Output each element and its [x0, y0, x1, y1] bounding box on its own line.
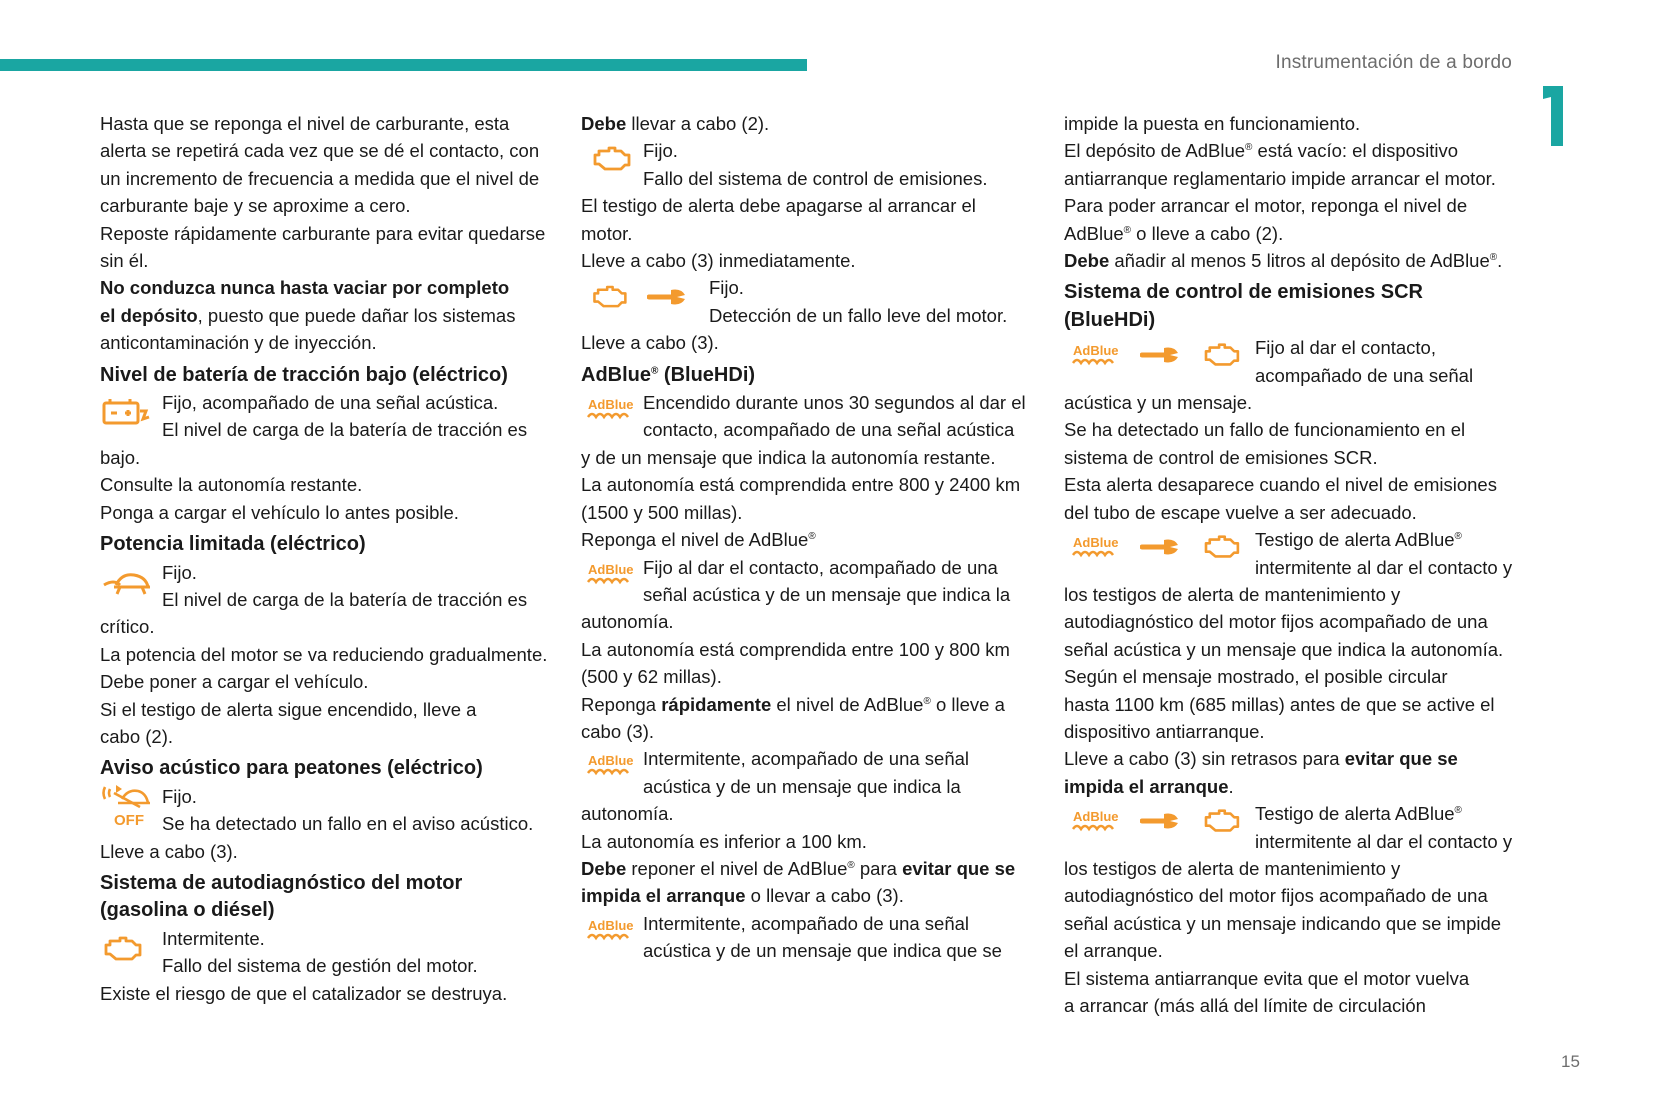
adblue-icon	[585, 916, 635, 944]
paragraph	[581, 471, 1036, 553]
warning-battery	[100, 389, 550, 471]
text: añadir al menos 5 litros al depósito de AdBlue	[1109, 250, 1490, 272]
text-line: cabo (2).	[100, 725, 174, 747]
text-line: los testigos de alerta de mantenimiento y	[1064, 857, 1401, 879]
warning-adblue-flashing	[581, 745, 1036, 827]
text-line: cabo (3).	[581, 720, 655, 742]
text: o lleve a cabo (2).	[1131, 222, 1284, 244]
wrench-icon	[1140, 344, 1180, 366]
text-line: intermitente al dar el contacto y	[1255, 556, 1513, 578]
text-line: impide la puesta en funcionamiento.	[1064, 113, 1361, 134]
registered-mark: ®	[1245, 142, 1253, 154]
text-line: Si el testigo de alerta sigue encendido, lleve a	[100, 698, 477, 720]
text-line: sin él.	[100, 250, 149, 272]
text-line: Debe poner a cargar el vehículo.	[100, 671, 369, 693]
text-line: acústica y un mensaje.	[1064, 392, 1253, 414]
svg-text:AdBlue: AdBlue	[1073, 809, 1119, 825]
warning-pedestrian	[100, 783, 550, 838]
registered-mark: ®	[1454, 530, 1462, 542]
text-line: Encendido durante unos 30 segundos al dar el	[643, 392, 1026, 414]
text: Testigo de alerta AdBlue	[1255, 803, 1455, 825]
paragraph	[581, 192, 1036, 274]
heading-engine-diagnosis	[100, 870, 550, 925]
warning-minor-engine-fault	[581, 274, 1036, 329]
text-line: (1500 y 500 millas).	[581, 501, 743, 523]
text-line: Consulte la autonomía restante.	[100, 474, 363, 496]
warning-scr-fault	[1064, 334, 1524, 416]
text-line: El nivel de carga de la batería de tracción es	[162, 588, 528, 610]
text-line: Fijo.	[643, 140, 678, 162]
warning-adblue-range	[581, 389, 1036, 471]
text-line	[100, 302, 550, 329]
text-line: La autonomía es inferior a 100 km.	[581, 830, 867, 852]
registered-mark: ®	[651, 365, 659, 376]
text-line: El testigo de alerta debe apagarse al arrancar el	[581, 195, 976, 217]
paragraph	[100, 641, 550, 751]
paragraph	[100, 274, 550, 356]
text-line: Hasta que se reponga el nivel de carburante, esta	[100, 113, 510, 134]
text: Reponga	[581, 693, 662, 715]
bold-text: Debe	[581, 857, 627, 879]
engine-icon	[1200, 806, 1242, 836]
text: el nivel de AdBlue	[771, 693, 924, 715]
paragraph	[100, 110, 550, 220]
adblue-icon	[585, 395, 635, 423]
text-line	[581, 855, 1036, 882]
text: Reponga el nivel de AdBlue	[581, 529, 809, 551]
text-line: dispositivo antiarranque.	[1064, 720, 1265, 742]
paragraph	[1064, 965, 1524, 1020]
text-line: Intermitente, acompañado de una señal	[643, 748, 970, 770]
text-line: Se ha detectado un fallo en el aviso acústico.	[162, 813, 534, 835]
adblue-icon	[1070, 341, 1120, 369]
text-line	[581, 882, 1036, 909]
warning-emission-control	[581, 137, 1036, 192]
text-line: acompañado de una señal	[1255, 364, 1474, 386]
warning-power	[100, 559, 550, 641]
text-line: Lleve a cabo (3) inmediatamente.	[581, 250, 856, 272]
heading-scr-system	[1064, 279, 1524, 334]
column-3	[1064, 110, 1524, 1019]
text-line: El nivel de carga de la batería de tracción es	[162, 419, 528, 441]
warning-scr-range	[1064, 526, 1524, 663]
text-line: Fijo.	[709, 277, 744, 299]
column-2	[581, 110, 1036, 965]
wrench-icon	[1140, 536, 1180, 558]
text: Testigo de alerta AdBlue	[1255, 529, 1455, 551]
registered-mark: ®	[1123, 224, 1132, 236]
text-line: un incremento de frecuencia a medida que el nivel de	[100, 167, 540, 189]
svg-text:AdBlue: AdBlue	[588, 753, 634, 769]
bold-text: el depósito	[100, 304, 198, 326]
text-line: (500 y 62 millas).	[581, 666, 722, 688]
text-line: Fijo al dar el contacto,	[1255, 337, 1436, 359]
svg-text:AdBlue: AdBlue	[588, 561, 634, 577]
paragraph	[100, 220, 550, 275]
text-line	[581, 526, 1036, 553]
heading-battery-low: Nivel de batería de tracción bajo (eléctrico)	[100, 363, 508, 386]
text-line: alerta se repetirá cada vez que se dé el contacto, con	[100, 140, 540, 162]
text-line: el arranque.	[1064, 940, 1163, 962]
paragraph	[581, 110, 1036, 137]
registered-mark: ®	[1454, 805, 1462, 816]
text-line	[1064, 773, 1524, 800]
bold-text: Debe	[581, 113, 627, 134]
warning-adblue-fixed	[581, 554, 1036, 636]
paragraph	[1064, 110, 1524, 274]
battery-icon	[100, 395, 152, 429]
heading-power-limited: Potencia limitada (eléctrico)	[100, 533, 366, 556]
text-line: Fallo del sistema de gestión del motor.	[162, 955, 478, 977]
text-line: hasta 1100 km (685 millas) antes de que se active el	[1064, 693, 1495, 715]
adblue-icon	[585, 560, 635, 588]
heading-text: (BlueHDi)	[658, 363, 756, 386]
heading-text: AdBlue	[581, 363, 651, 386]
bold-text: No conduzca nunca hasta vaciar por completo	[100, 277, 510, 299]
text-line	[1064, 247, 1524, 274]
text-line: La autonomía está comprendida entre 100 y 800 km	[581, 638, 1010, 660]
engine-icon	[589, 282, 629, 312]
paragraph	[100, 471, 550, 526]
text-line: El sistema antiarranque evita que el motor vuelva	[1064, 967, 1470, 989]
paragraph: Lleve a cabo (3).	[100, 840, 238, 862]
text: está vacío: el dispositivo	[1252, 140, 1459, 162]
text-line: Fijo.	[162, 561, 197, 583]
header-accent-bar	[0, 59, 807, 71]
text: , puesto que puede dañar los sistemas	[197, 304, 516, 326]
svg-text:AdBlue: AdBlue	[1073, 535, 1119, 551]
bold-text: impida el arranque	[581, 885, 746, 907]
bold-text: impida el arranque	[1064, 775, 1229, 797]
registered-mark: ®	[847, 859, 855, 871]
text: .	[1228, 775, 1234, 797]
text-line: autodiagnóstico del motor fijos acompañado de una	[1064, 885, 1488, 907]
pedestrian-sound-off-icon	[100, 781, 152, 827]
text-line: anticontaminación y de inyección.	[100, 332, 377, 354]
text-line: La potencia del motor se va reduciendo gradualmente.	[100, 643, 548, 665]
text-line: motor.	[581, 222, 633, 244]
heading-line: Sistema de control de emisiones SCR	[1064, 281, 1423, 304]
engine-icon	[1200, 340, 1242, 370]
heading-line: (BlueHDi)	[1064, 308, 1156, 331]
text-line	[1064, 220, 1524, 247]
bold-text: evitar que se	[902, 857, 1016, 879]
text-line: señal acústica y de un mensaje que indica la	[643, 583, 1011, 605]
engine-icon	[589, 143, 633, 175]
section-title: Instrumentación de a bordo	[1275, 52, 1512, 73]
registered-mark: ®	[808, 530, 816, 542]
adblue-icon	[585, 751, 635, 779]
text-line: bajo.	[100, 446, 141, 468]
text-line: Intermitente.	[162, 927, 265, 949]
text-line: Fijo, acompañado de una señal acústica.	[162, 392, 499, 414]
svg-text:AdBlue: AdBlue	[588, 917, 634, 933]
heading-line: Sistema de autodiagnóstico del motor	[100, 871, 463, 894]
text-line: Fallo del sistema de control de emisiones.	[643, 167, 988, 189]
text-line: Detección de un fallo leve del motor.	[709, 304, 1008, 326]
text-line: autodiagnóstico del motor fijos acompañado de una	[1064, 611, 1488, 633]
text: para	[854, 857, 903, 879]
warning-adblue-start-prevented	[581, 910, 1036, 965]
registered-mark: ®	[1489, 251, 1498, 263]
text-line: antiarranque reglamentario impide arrancar el motor.	[1064, 167, 1496, 189]
text: reponer el nivel de AdBlue	[626, 857, 848, 879]
text-line: señal acústica y un mensaje que indica la autonomía.	[1064, 638, 1504, 660]
paragraph	[581, 828, 1036, 910]
registered-mark: ®	[923, 695, 931, 707]
engine-icon	[100, 933, 144, 965]
text: El depósito de AdBlue	[1064, 140, 1246, 162]
text-line	[581, 691, 1036, 718]
warning-scr-start-prevented	[1064, 800, 1524, 964]
adblue-icon	[1070, 807, 1120, 835]
text-line: Para poder arrancar el motor, reponga el nivel de	[1064, 195, 1468, 217]
svg-text:AdBlue: AdBlue	[1073, 343, 1119, 359]
wrench-icon	[647, 286, 687, 308]
text: o llevar a cabo (3).	[745, 885, 904, 907]
svg-text:AdBlue: AdBlue	[588, 397, 634, 413]
text-line: Ponga a cargar el vehículo lo antes posible.	[100, 501, 459, 523]
text: Lleve a cabo (3) sin retrasos para	[1064, 748, 1345, 770]
text: llevar a cabo (2).	[626, 113, 770, 134]
text-line: Reposte rápidamente carburante para evitar quedarse	[100, 222, 546, 244]
text-line: del tubo de escape vuelve a ser adecuado.	[1064, 501, 1417, 523]
paragraph: Existe el riesgo de que el catalizador se destruya.	[100, 982, 508, 1004]
adblue-icon	[1070, 533, 1120, 561]
text: .	[1497, 250, 1503, 272]
bold-text: Debe	[1064, 250, 1110, 272]
text-line: Fijo al dar el contacto, acompañado de una	[643, 556, 998, 578]
text: o lleve a	[930, 693, 1005, 715]
text-line: autonomía.	[581, 803, 674, 825]
text-line	[1064, 745, 1524, 772]
text-line: Fijo.	[162, 785, 197, 807]
wrench-icon	[1140, 810, 1180, 832]
text-line: acústica y de un mensaje que indica que se	[643, 940, 1002, 962]
text-line: La autonomía está comprendida entre 800 y 2400 km	[581, 474, 1021, 496]
text-line: intermitente al dar el contacto y	[1255, 830, 1513, 852]
engine-icon	[1200, 532, 1242, 562]
text-line: Según el mensaje mostrado, el posible circular	[1064, 666, 1448, 688]
text-line: los testigos de alerta de mantenimiento y	[1064, 583, 1401, 605]
text-line: sistema de control de emisiones SCR.	[1064, 446, 1378, 468]
column-1	[100, 110, 550, 1007]
bold-text: rápidamente	[661, 693, 772, 715]
paragraph	[581, 636, 1036, 746]
text-line: a arrancar (más allá del límite de circulación	[1064, 995, 1426, 1016]
text-line	[1064, 137, 1524, 164]
text-line: Intermitente, acompañado de una señal	[643, 912, 970, 934]
paragraph	[1064, 416, 1524, 526]
warning-engine-diagnosis	[100, 925, 550, 980]
text-line: señal acústica y un mensaje indicando que se impide	[1064, 912, 1502, 934]
text-line: Se ha detectado un fallo de funcionamiento en el	[1064, 419, 1466, 441]
text-line: crítico.	[100, 616, 155, 638]
svg-text:OFF: OFF	[114, 811, 144, 827]
text-line: carburante baje y se aproxime a cero.	[100, 195, 411, 217]
text-line: autonomía.	[581, 611, 674, 633]
text-line: acústica y de un mensaje que indica la	[643, 775, 961, 797]
turtle-icon	[100, 569, 154, 599]
paragraph: Lleve a cabo (3).	[581, 332, 719, 354]
bold-text: evitar que se	[1344, 748, 1458, 770]
page-number: 15	[1561, 1052, 1580, 1071]
text: AdBlue	[1064, 222, 1124, 244]
text-line: y de un mensaje que indica la autonomía restante.	[581, 446, 996, 468]
text-line: contacto, acompañado de una señal acústica	[643, 419, 1015, 441]
paragraph	[1064, 663, 1524, 800]
heading-pedestrian-alert: Aviso acústico para peatones (eléctrico)	[100, 757, 483, 780]
chapter-number	[1537, 86, 1579, 152]
heading-adblue	[581, 362, 1036, 389]
heading-line: (gasolina o diésel)	[100, 899, 275, 922]
text-line: Esta alerta desaparece cuando el nivel de emisiones	[1064, 474, 1497, 496]
